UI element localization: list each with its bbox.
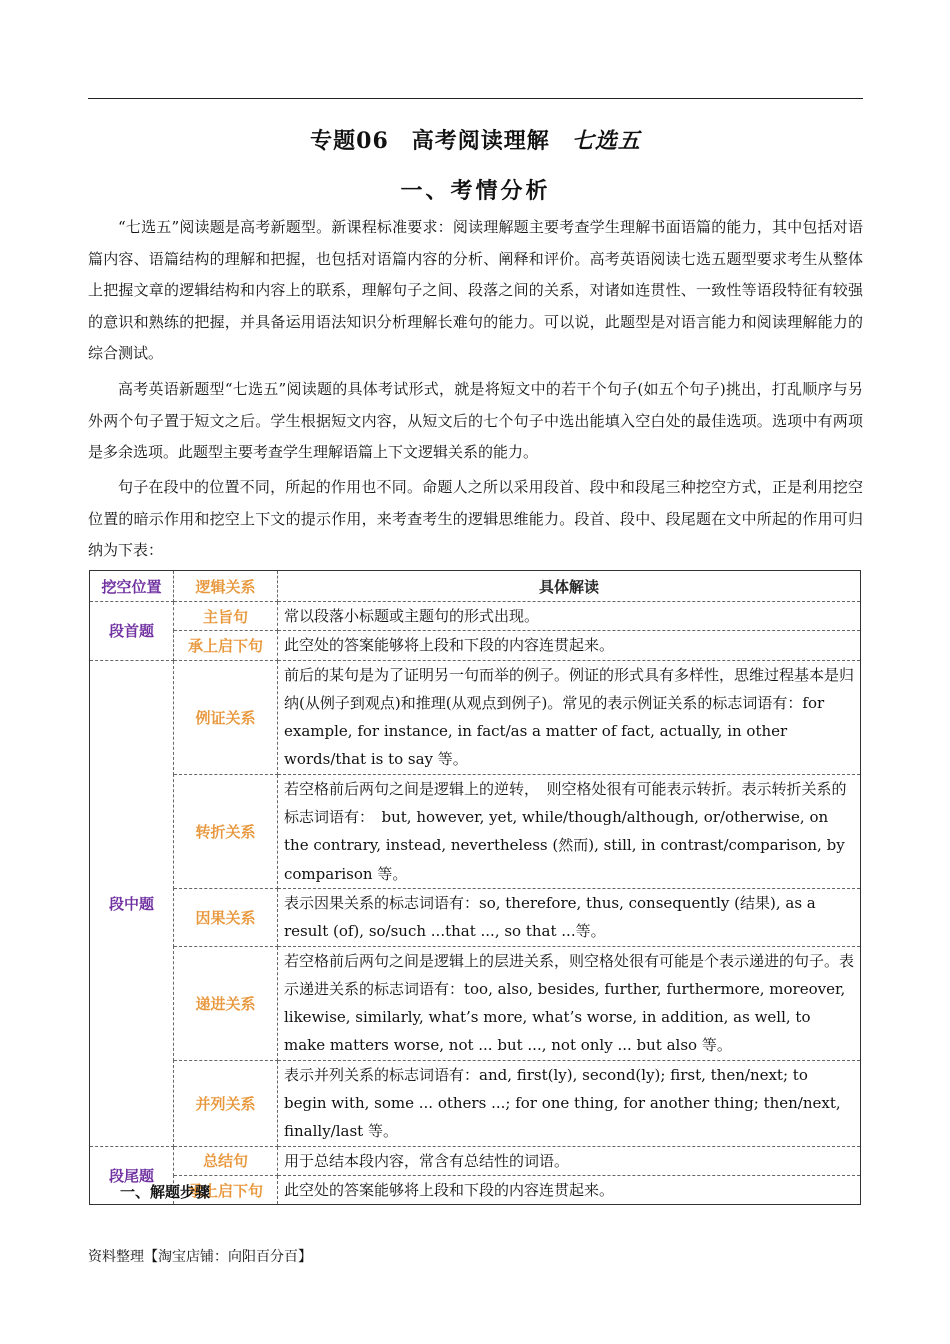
table-row <box>90 888 861 946</box>
table-row <box>90 1060 861 1146</box>
explanation-cell: 表示因果关系的标志词语有：so, therefore, thus, consequently (结果), as a result (of), so/such ...that ..., so that ...等。 <box>278 888 861 946</box>
relation-cell: 承上启下句 <box>174 631 278 660</box>
page-title <box>88 124 863 155</box>
relation-cell: 总结句 <box>174 1146 278 1175</box>
position-cell: 段尾题 <box>90 1146 174 1205</box>
table-row <box>90 631 861 660</box>
header-relation: 逻辑关系 <box>174 571 278 602</box>
title-main: 专题06 高考阅读理解 <box>310 128 550 154</box>
explanation-cell: 常以段落小标题或主题句的形式出现。 <box>278 602 861 631</box>
header-explanation: 具体解读 <box>278 571 861 602</box>
explanation-cell: 此空处的答案能够将上段和下段的内容连贯起来。 <box>278 631 861 660</box>
relation-cell: 递进关系 <box>174 946 278 1060</box>
table-row <box>90 602 861 631</box>
table-header-row <box>90 571 861 602</box>
relation-cell: 因果关系 <box>174 888 278 946</box>
relation-cell: 例证关系 <box>174 660 278 774</box>
explanation-cell: 前后的某句是为了证明另一句而举的例子。例证的形式具有多样性，思维过程基本是归纳(从例子到观点)和推理(从观点到例子)。常见的表示例证关系的标志词语有：for example, for instance, in fact/as a matter of fact, actually, in other words/that is to say 等。 <box>278 660 861 774</box>
intro-paragraph-1: “七选五”阅读题是高考新题型。新课程标准要求：阅读理解题主要考查学生理解书面语篇的能力，其中包括对语篇内容、语篇结构的理解和把握，也包括对语篇内容的分析、阐释和评价。高考英语阅读七选五题型要求考生从整体上把握文章的逻辑结构和内容上的联系，理解句子之间、段落之间的关系，对诸如连贯性、一致性等语段特征有较强的意识和熟练的把握，并具备运用语法知识分析理解长难句的能力。可以说，此题型是对语言能力和阅读理解能力的综合测试。 <box>88 218 863 362</box>
relation-cell: 承上启下句 <box>174 1175 278 1204</box>
table-row <box>90 660 861 774</box>
intro-paragraph-3: 句子在段中的位置不同，所起的作用也不同。命题人之所以采用段首、段中和段尾三种挖空方式，正是利用挖空位置的暗示作用和挖空上下文的提示作用，来考查考生的逻辑思维能力。段首、段中、段尾题在文中所起的作用可归纳为下表： <box>88 478 863 559</box>
header-position: 挖空位置 <box>90 571 174 602</box>
relation-cell: 主旨句 <box>174 602 278 631</box>
table-row <box>90 774 861 888</box>
footer-source: 资料整理【淘宝店铺：向阳百分百】 <box>88 1249 312 1265</box>
explanation-cell: 用于总结本段内容，常含有总结性的词语。 <box>278 1146 861 1175</box>
header-rule <box>88 98 863 99</box>
analysis-table <box>89 570 861 1205</box>
section-title: 一、考情分析 <box>400 178 551 204</box>
explanation-cell: 若空格前后两句之间是逻辑上的逆转， 则空格处很有可能表示转折。表示转折关系的标志词语有： but, however, yet, while/though/although, or/otherwise, on the contrary, instead, nevertheless (然而), still, in contrast/comparison, by comparison 等。 <box>278 774 861 888</box>
position-cell: 段首题 <box>90 602 174 661</box>
explanation-cell: 若空格前后两句之间是逻辑上的层进关系，则空格处很有可能是个表示递进的句子。表示递进关系的标志词语有：too, also, besides, further, furthermore, moreover, likewise, similarly, what’s more, what’s worse, in addition, as well, to make matters worse, not ... but ..., not only ... but also 等。 <box>278 946 861 1060</box>
relation-cell: 转折关系 <box>174 774 278 888</box>
position-cell: 段中题 <box>90 660 174 1146</box>
table-row <box>90 1146 861 1175</box>
explanation-cell: 此空处的答案能够将上段和下段的内容连贯起来。 <box>278 1175 861 1204</box>
relation-cell: 并列关系 <box>174 1060 278 1146</box>
table-row <box>90 946 861 1060</box>
explanation-cell: 表示并列关系的标志词语有：and, first(ly), second(ly); first, then/next; to begin with, some ... others ...; for one thing, for another thing; then/next, finally/last 等。 <box>278 1060 861 1146</box>
intro-paragraph-2: 高考英语新题型“七选五”阅读题的具体考试形式，就是将短文中的若干个句子(如五个句子)挑出，打乱顺序与另外两个句子置于短文之后。学生根据短文内容，从短文后的七个句子中选出能填入空白处的最佳选项。选项中有两项是多余选项。此题型主要考查学生理解语篇上下文逻辑关系的能力。 <box>88 380 863 461</box>
steps-heading: 一、解题步骤 <box>120 1183 211 1201</box>
title-italic: 七选五 <box>571 128 641 154</box>
